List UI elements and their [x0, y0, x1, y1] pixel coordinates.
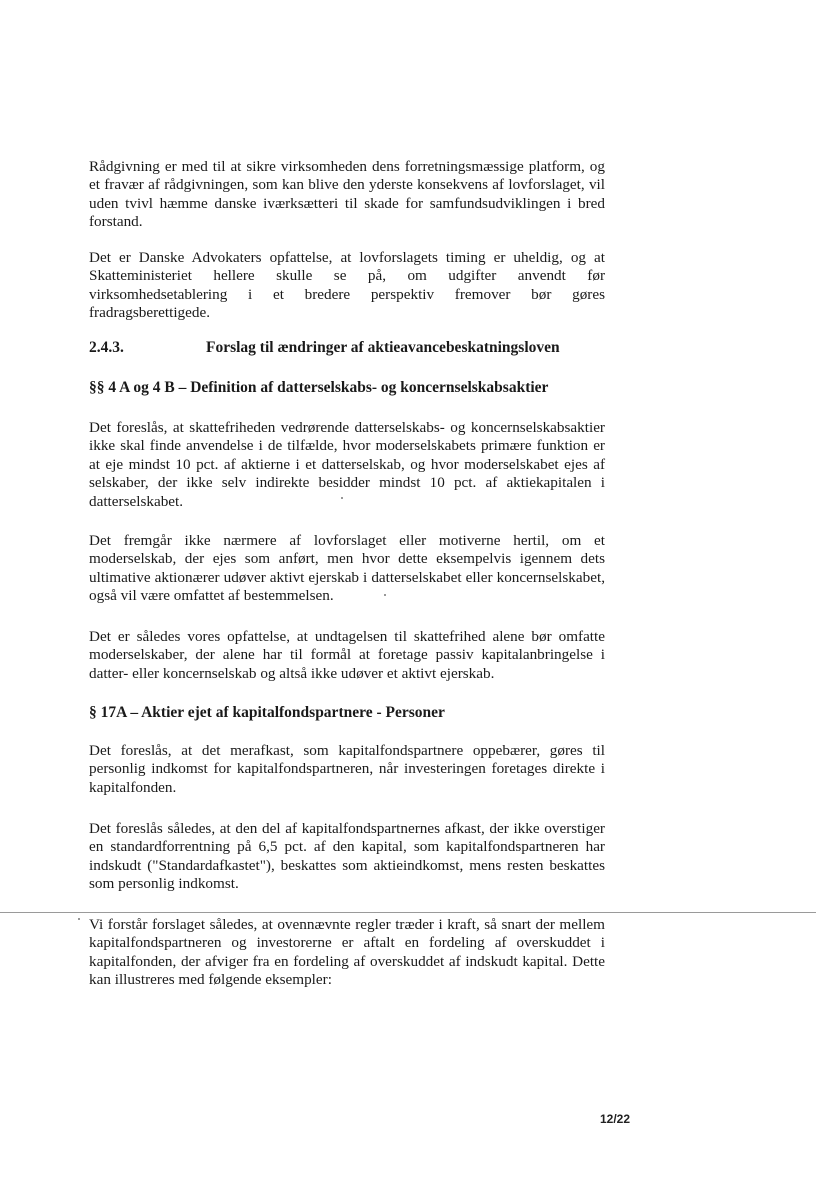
paragraph-opinion: Det er således vores opfattelse, at undtagelsen til skattefrihed alene bør omfatte moderselskaber, der alene har til formål at foretage passiv kapitalanbringelse i datter- eller koncernselskab og altså ikke udøver et aktivt ejerskab. [89, 628, 605, 682]
section-number: 2.4.3. [89, 339, 124, 356]
heading-4a-4b: §§ 4 A og 4 B – Definition af datterselskabs- og koncernselskabsaktier [89, 379, 549, 396]
section-title: Forslag til ændringer af aktieavancebeskatningsloven [206, 339, 560, 356]
paragraph-examples: Vi forstår forslaget således, at ovennævnte regler træder i kraft, så snart der mellem kapitalfondspartneren og investorerne er aftalt en fordeling af overskuddet i kapitalfonden, der afviger fra en fordeling af overskuddet af indskudt kapital. Dette kan illustreres med følgende eksempler: [89, 916, 605, 989]
paragraph-advisory: Rådgivning er med til at sikre virksomheden dens forretningsmæssige platform, og et fravær af rådgivningen, som kan blive den yderste konsekvens af lovforslaget, vil uden tvivl hæmme danske iværksætteri til skade for samfundsudviklingen i bred forstand. [89, 158, 605, 231]
scan-speck [78, 918, 80, 920]
paragraph-ownership: Det fremgår ikke nærmere af lovforslaget eller motiverne hertil, om et moderselskab, der ejes som anført, men hvor dette eksempelvis igennem dets ultimative aktionærer udøver aktivt ejerskab i datterselskabet eller koncernselskabet, også vil være omfattet af bestemmelsen. [89, 532, 605, 605]
paragraph-excess-return: Det foreslås, at det merafkast, som kapitalfondspartnere oppebærer, gøres til personlig indkomst for kapitalfondspartneren, når investeringen foretages direkte i kapitalfonden. [89, 742, 605, 796]
scan-speck [384, 594, 386, 596]
page-number: 12/22 [600, 1112, 631, 1126]
horizontal-rule [0, 912, 816, 913]
paragraph-timing: Det er Danske Advokaters opfattelse, at lovforslagets timing er uheldig, og at Skatteministeriet hellere skulle se på, om udgifter anvendt før virksomhedsetablering i et bredere perspektiv fremover bør gøres fradragsberettigede. [89, 249, 605, 322]
heading-17a: § 17A – Aktier ejet af kapitalfondspartnere - Personer [89, 704, 445, 721]
paragraph-standard-return: Det foreslås således, at den del af kapitalfondspartnernes afkast, der ikke overstiger en standardforrentning på 6,5 pct. af den kapital, som kapitalfondspartneren har indskudt ("Standardafkastet"), beskattes som aktieindkomst, mens resten beskattes som personlig indkomst. [89, 820, 605, 893]
scan-speck [341, 497, 343, 499]
paragraph-tax-exemption: Det foreslås, at skattefriheden vedrørende datterselskabs- og koncernselskabsaktier ikke skal finde anvendelse i de tilfælde, hvor moderselskabets primære funktion er at eje mindst 10 pct. af aktierne i et datterselskab, og hvor moderselskabet ejes af selskaber, der ikke selv indirekte besidder mindst 10 pct. af aktiekapitalen i datterselskabet. [89, 419, 605, 510]
